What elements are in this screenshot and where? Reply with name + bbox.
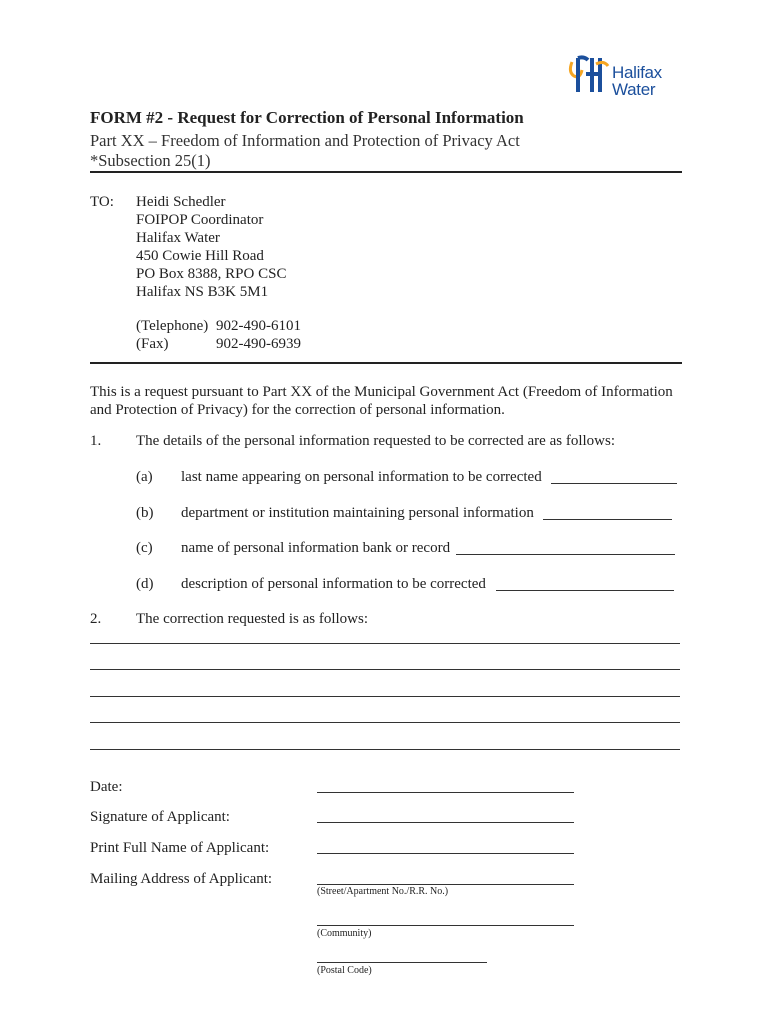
print-name-label: Print Full Name of Applicant: <box>90 840 270 856</box>
to-po-box: PO Box 8388, RPO CSC <box>136 266 287 282</box>
subitem-b-field[interactable] <box>543 519 672 520</box>
to-divider <box>90 362 682 364</box>
item-1-number: 1. <box>90 433 102 449</box>
correction-line-2[interactable] <box>90 669 680 670</box>
to-title: FOIPOP Coordinator <box>136 212 264 228</box>
telephone-label: (Telephone) <box>136 318 209 334</box>
halifax-water-logo-icon <box>566 52 610 98</box>
to-organization: Halifax Water <box>136 230 220 246</box>
subitem-a-text: last name appearing on personal information to be corrected <box>181 469 542 485</box>
subitem-a-letter: (a) <box>136 469 153 485</box>
postal-code-caption: (Postal Code) <box>317 965 372 976</box>
subitem-c-field[interactable] <box>456 554 675 555</box>
correction-line-4[interactable] <box>90 722 680 723</box>
mailing-address-label: Mailing Address of Applicant: <box>90 871 273 887</box>
logo-line-2: Water <box>612 80 656 99</box>
subitem-c-letter: (c) <box>136 540 153 556</box>
street-caption: (Street/Apartment No./R.R. No.) <box>317 886 449 897</box>
subitem-c-text: name of personal information bank or record <box>181 540 451 556</box>
subitem-b-letter: (b) <box>136 505 154 521</box>
header-divider <box>90 171 682 173</box>
form-subtitle-subsection: *Subsection 25(1) <box>90 151 211 170</box>
logo-line-1: Halifax <box>612 63 662 82</box>
item-1-text: The details of the personal information requested to be corrected are as follows: <box>136 433 615 449</box>
community-caption: (Community) <box>317 928 372 939</box>
to-name: Heidi Schedler <box>136 194 226 210</box>
correction-line-3[interactable] <box>90 696 680 697</box>
subitem-a-field[interactable] <box>551 483 677 484</box>
subitem-d-field[interactable] <box>496 590 674 591</box>
form-title: FORM #2 - Request for Correction of Personal Information <box>90 108 524 127</box>
to-label: TO: <box>90 194 114 210</box>
date-field[interactable] <box>317 792 574 793</box>
signature-label: Signature of Applicant: <box>90 809 230 825</box>
item-2-number: 2. <box>90 611 102 627</box>
telephone-number: 902-490-6101 <box>216 318 301 334</box>
signature-field[interactable] <box>317 822 574 823</box>
postal-code-field[interactable] <box>317 962 487 963</box>
print-name-field[interactable] <box>317 853 574 854</box>
fax-label: (Fax) <box>136 336 169 352</box>
correction-line-1[interactable] <box>90 643 680 644</box>
to-city: Halifax NS B3K 5M1 <box>136 284 269 300</box>
intro-line-1: This is a request pursuant to Part XX of the Municipal Government Act (Freedom of Information <box>90 384 673 400</box>
fax-number: 902-490-6939 <box>216 336 301 352</box>
intro-line-2: and Protection of Privacy) for the correction of personal information. <box>90 402 505 418</box>
correction-line-5[interactable] <box>90 749 680 750</box>
street-field[interactable] <box>317 884 574 885</box>
community-field[interactable] <box>317 925 574 926</box>
form-subtitle-act: Part XX – Freedom of Information and Protection of Privacy Act <box>90 131 520 150</box>
subitem-b-text: department or institution maintaining personal information <box>181 505 534 521</box>
date-label: Date: <box>90 779 123 795</box>
subitem-d-text: description of personal information to be corrected <box>181 576 486 592</box>
item-2-text: The correction requested is as follows: <box>136 611 369 627</box>
to-address-block <box>136 193 286 301</box>
halifax-water-logo <box>566 52 676 100</box>
subitem-d-letter: (d) <box>136 576 154 592</box>
intro-paragraph <box>90 383 690 419</box>
to-street: 450 Cowie Hill Road <box>136 248 264 264</box>
